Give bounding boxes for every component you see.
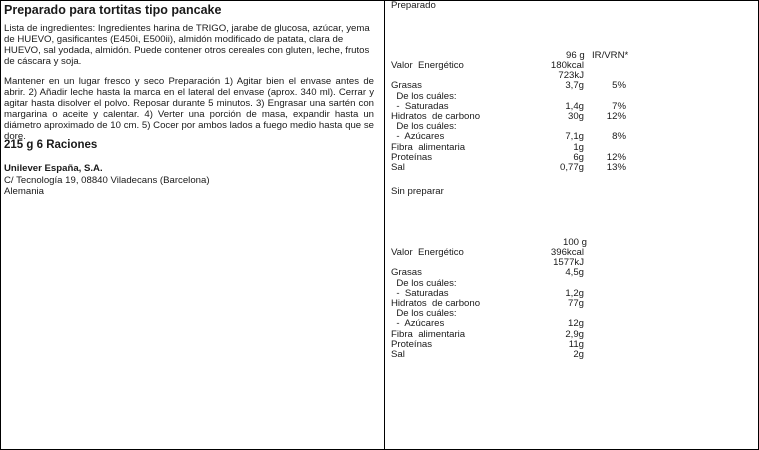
column-divider xyxy=(384,0,385,450)
nutrient-value: 77g xyxy=(567,298,584,309)
nutrient-label: Valor Energético xyxy=(391,247,464,258)
nutrient-value: 396kcal xyxy=(550,247,584,258)
prepared-amount-header: 96 g xyxy=(566,50,585,61)
nutrient-value: 2g xyxy=(573,349,584,360)
country-of-origin: Alemania xyxy=(4,186,44,197)
nutrient-value: 1,4g xyxy=(565,100,584,112)
nutrient-label: - Azúcares xyxy=(391,131,445,143)
nutrient-label: Hidratos de carbono xyxy=(391,111,481,122)
nutrient-ri-percent: 7% xyxy=(612,100,626,112)
prepared-ri-header: IR/VRN* xyxy=(592,50,629,61)
nutrient-value: 3,7g xyxy=(565,80,584,92)
nutrient-value: 180kcal xyxy=(550,60,584,71)
nutrient-label: Fibra alimentaria xyxy=(391,141,466,153)
nutrient-label: De los cuáles: xyxy=(391,90,457,102)
nutrient-label: Proteínas xyxy=(391,338,433,350)
nutrient-value: 30g xyxy=(567,111,584,122)
nutrient-value: 1577kJ xyxy=(553,257,584,269)
unprepared-heading: Sin preparar xyxy=(391,186,444,197)
prepared-heading: Preparado xyxy=(391,0,436,11)
nutrient-value: 12g xyxy=(567,318,584,330)
company-name: Unilever España, S.A. xyxy=(4,163,103,174)
nutrient-label: Proteínas xyxy=(391,151,433,163)
nutrient-ri-percent: 12% xyxy=(606,151,626,163)
company-address: C/ Tecnología 19, 08840 Viladecans (Barcelona) xyxy=(4,175,210,186)
nutrient-label: - Azúcares xyxy=(391,318,445,330)
product-title: Preparado para tortitas tipo pancake xyxy=(4,3,222,17)
nutrient-label: Valor Energético xyxy=(391,60,464,71)
nutrient-value: 0,77g xyxy=(559,162,584,173)
nutrient-ri-percent: 8% xyxy=(612,131,626,143)
nutrient-value: 1g xyxy=(573,141,584,153)
weight-servings: 215 g 6 Raciones xyxy=(4,139,98,151)
nutrient-label: De los cuáles: xyxy=(391,277,457,289)
unprepared-amount-header: 100 g xyxy=(563,237,588,248)
nutrient-ri-percent: 13% xyxy=(606,162,626,173)
nutrient-label: Grasas xyxy=(391,80,422,92)
nutrient-label: Sal xyxy=(391,162,405,173)
nutrient-value: 7,1g xyxy=(565,131,584,143)
nutrition-row xyxy=(391,162,631,173)
nutrient-label: Fibra alimentaria xyxy=(391,328,466,340)
nutrient-value: 11g xyxy=(568,338,584,350)
nutrient-value: 1,2g xyxy=(565,287,584,299)
nutrient-value: 4,5g xyxy=(565,267,584,279)
nutrient-value: 2,9g xyxy=(565,328,584,340)
nutrient-label: - Saturadas xyxy=(391,287,449,299)
nutrient-label: - Saturadas xyxy=(391,100,449,112)
nutrient-label: Sal xyxy=(391,349,405,360)
nutrient-ri-percent: 12% xyxy=(606,111,626,122)
ingredients-text: Lista de ingredientes: Ingredientes harina de TRIGO, jarabe de glucosa, azúcar, yema de HUEVO, gasificantes (E450i, E500ii), almidón modificado de patata, clara de HUEVO, sal yodada, almidón. Puede contener otros cereales con gluten, leche, frutos de cáscara y soja. xyxy=(4,23,370,67)
nutrition-row xyxy=(391,349,631,360)
nutrient-label: Grasas xyxy=(391,267,422,279)
preparation-text: Mantener en un lugar fresco y seco Preparación 1) Agitar bien el envase antes de abrir. 2) Añadir leche hasta la marca en el lateral del envase (aprox. 340 ml). Cerrar y agitar hasta disolver el polvo. Reposar durante 5 minutos. 3) Engrasar una sartén con margarina o aceite y calentar. 4) Verter una porción de masa, expandir hasta un diámetro aproximado de 10 cm. 5) Cocer por ambos lados a fuego medio hasta que se dore. xyxy=(4,76,374,142)
nutrient-ri-percent: 5% xyxy=(612,80,626,92)
nutrient-value: 723kJ xyxy=(558,70,584,82)
nutrient-value: 6g xyxy=(573,151,584,163)
nutrient-label: Hidratos de carbono xyxy=(391,298,481,309)
nutrient-label: De los cuáles: xyxy=(391,308,457,320)
nutrient-label: De los cuáles: xyxy=(391,121,457,133)
